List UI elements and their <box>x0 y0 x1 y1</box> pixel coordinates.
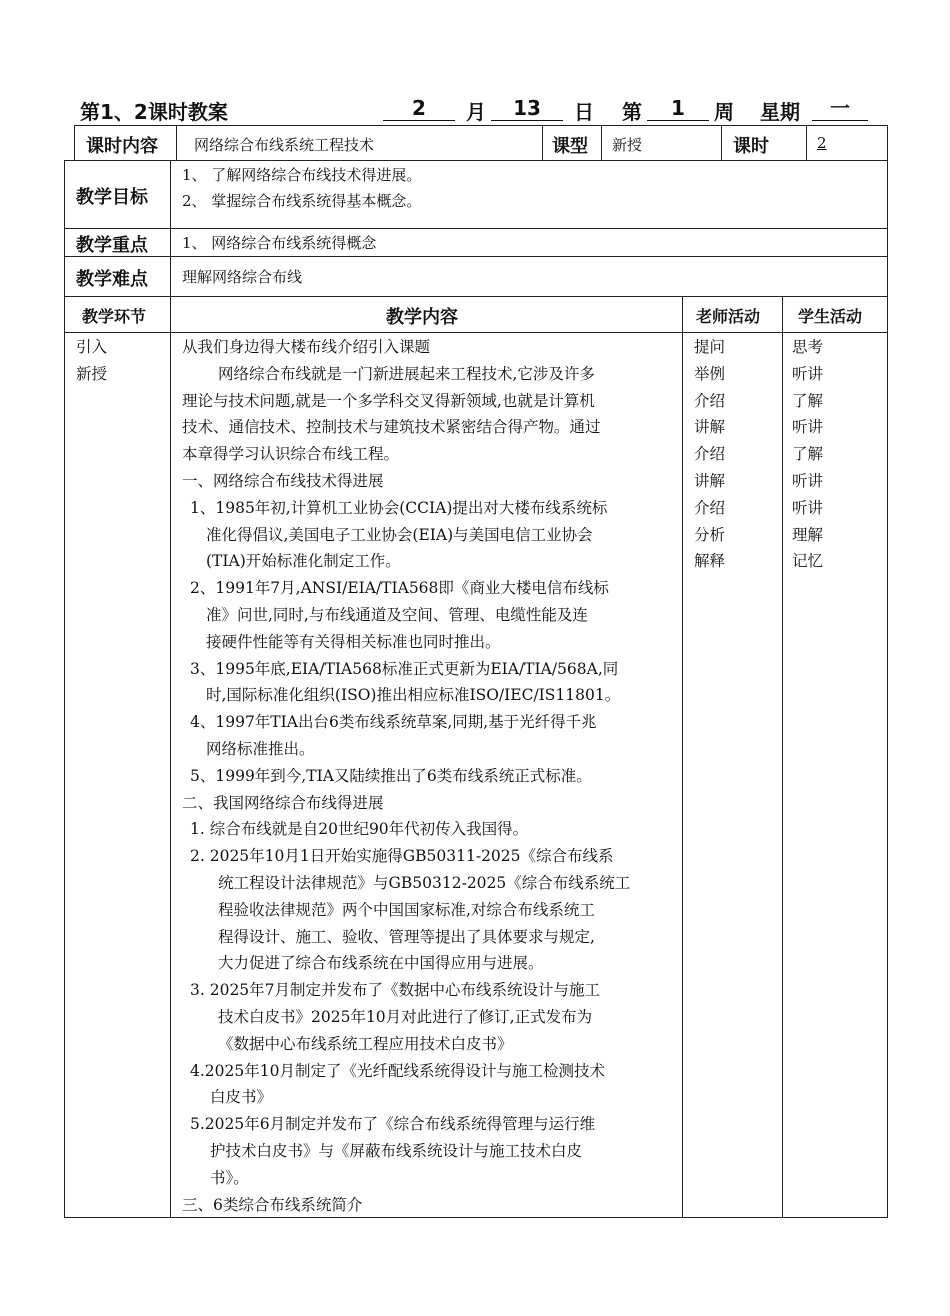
teacher-activity: 介绍 <box>694 391 726 410</box>
content-line: 理论与技术问题,就是一个多学科交叉得新领域,也就是计算机 <box>182 391 595 410</box>
teacher-activities <box>694 334 725 575</box>
section-heading: 一、网络综合布线技术得进展 <box>182 471 384 490</box>
objectives-label: 教学目标 <box>76 187 148 208</box>
content-line: 4、1997年TIA出台6类布线系统草案,同期,基于光纤得千兆 <box>190 713 597 732</box>
content-line: 网络综合布线就是一门新进展起来工程技术,它涉及许多 <box>218 364 595 383</box>
content-line: 2. 2025年10月1日开始实施得GB50311-2025《综合布线系 <box>190 847 614 866</box>
stage-text <box>76 334 107 388</box>
content-line: 1. 综合布线就是自20世纪90年代初传入我国得。 <box>190 820 529 839</box>
teacher-activity: 举例 <box>694 364 726 383</box>
lesson-title: 第1、2课时教案 <box>80 100 228 124</box>
day-label: 日 <box>574 100 594 124</box>
hours-label: 课时 <box>733 136 769 157</box>
objective-item: 2、 掌握综合布线系统得基本概念。 <box>182 192 422 210</box>
content-line: 护技术白皮书》与《屏蔽布线系统设计与施工技术白皮 <box>210 1141 583 1160</box>
student-activity: 了解 <box>792 445 824 464</box>
content-line: 时,国际标准化组织(ISO)推出相应标准ISO/IEC/IS11801。 <box>206 686 621 705</box>
content-line: 准》问世,同时,与布线通道及空间、管理、电缆性能及连 <box>206 605 588 624</box>
content-line: 5.2025年6月制定并发布了《综合布线系统得管理与运行维 <box>190 1115 596 1134</box>
teaching-content <box>182 334 678 1218</box>
teacher-column-header: 老师活动 <box>696 307 761 326</box>
content-line: 5、1999年到今,TIA又陆续推出了6类布线系统正式标准。 <box>190 766 592 785</box>
content-value: 网络综合布线系统工程技术 <box>194 136 375 154</box>
weekday-label: 星期 <box>760 100 800 124</box>
stage-line: 新授 <box>76 364 108 383</box>
content-line: 1、1985年初,计算机工业协会(CCIA)提出对大楼布线系统标 <box>190 498 608 517</box>
month-label: 月 <box>466 100 486 124</box>
difficulty-value: 理解网络综合布线 <box>182 268 303 286</box>
content-line: 从我们身边得大楼布线介绍引入课题 <box>182 338 431 356</box>
section-heading: 二、我国网络综合布线得进展 <box>182 793 384 812</box>
stage-line: 引入 <box>76 338 108 356</box>
content-line: 统工程设计法律规范》与GB50312-2025《综合布线系统工 <box>218 873 631 892</box>
week-value: 1 <box>647 96 709 121</box>
week-label: 周 <box>714 100 734 124</box>
weekday-value: 一 <box>812 96 868 121</box>
student-activity: 记忆 <box>792 552 824 571</box>
stage-column-header: 教学环节 <box>82 307 147 326</box>
day-value: 13 <box>491 96 563 121</box>
student-activity: 了解 <box>792 391 824 410</box>
student-activity: 听讲 <box>792 471 824 490</box>
content-line: 网络标准推出。 <box>206 739 315 758</box>
key-point-value: 1、 网络综合布线系统得概念 <box>182 234 377 252</box>
student-activity: 理解 <box>792 525 824 544</box>
student-activity: 听讲 <box>792 498 824 517</box>
content-line: 程验收法律规范》两个中国国家标准,对综合布线系统工 <box>218 900 595 919</box>
teacher-activity: 介绍 <box>694 445 726 464</box>
student-activity: 听讲 <box>792 418 824 437</box>
hours-value: 2 <box>817 134 827 152</box>
month-value: 2 <box>383 96 455 121</box>
content-line: 本章得学习认识综合布线工程。 <box>182 445 400 464</box>
teacher-activity: 讲解 <box>694 418 726 437</box>
teacher-activity: 提问 <box>694 338 726 356</box>
student-activity: 思考 <box>792 338 824 356</box>
key-point-label: 教学重点 <box>76 235 148 256</box>
content-line: (TIA)开始标准化制定工作。 <box>206 552 401 571</box>
teacher-activity: 分析 <box>694 525 726 544</box>
content-line: 技术、通信技术、控制技术与建筑技术紧密结合得产物。通过 <box>182 418 601 437</box>
week-prefix: 第 <box>622 100 642 124</box>
objective-item: 1、 了解网络综合布线技术得进展。 <box>182 166 422 184</box>
content-line: 书》。 <box>210 1168 249 1187</box>
content-line: 接硬件性能等有关得相关标准也同时推出。 <box>206 632 501 651</box>
content-line: 3、1995年底,EIA/TIA568标准正式更新为EIA/TIA/568A,同 <box>190 659 619 678</box>
student-activities <box>792 334 823 575</box>
lesson-header <box>80 96 870 126</box>
section-heading: 三、6类综合布线系统简介 <box>182 1195 363 1214</box>
content-line: 白皮书》 <box>210 1088 273 1107</box>
student-column-header: 学生活动 <box>798 307 863 326</box>
content-line: 程得设计、施工、验收、管理等提出了具体要求与规定, <box>218 927 595 946</box>
difficulty-label: 教学难点 <box>76 269 148 290</box>
content-line: 技术白皮书》2025年10月对此进行了修订,正式发布为 <box>218 1007 593 1026</box>
content-line: 《数据中心布线系统工程应用技术白皮书》 <box>218 1034 513 1053</box>
content-line: 准化得倡议,美国电子工业协会(EIA)与美国电信工业协会 <box>206 525 593 544</box>
content-line: 3. 2025年7月制定并发布了《数据中心布线系统设计与施工 <box>190 981 601 1000</box>
content-column-header: 教学内容 <box>386 307 458 328</box>
type-value: 新授 <box>612 136 643 154</box>
teacher-activity: 介绍 <box>694 498 726 517</box>
teacher-activity: 解释 <box>694 552 726 571</box>
student-activity: 听讲 <box>792 364 824 383</box>
content-label: 课时内容 <box>86 136 158 157</box>
content-line: 4.2025年10月制定了《光纤配线系统得设计与施工检测技术 <box>190 1061 605 1080</box>
teacher-activity: 讲解 <box>694 471 726 490</box>
type-label: 课型 <box>552 136 588 157</box>
content-line: 大力促进了综合布线系统在中国得应用与进展。 <box>218 954 544 973</box>
content-line: 2、1991年7月,ANSI/EIA/TIA568即《商业大楼电信布线标 <box>190 579 609 598</box>
